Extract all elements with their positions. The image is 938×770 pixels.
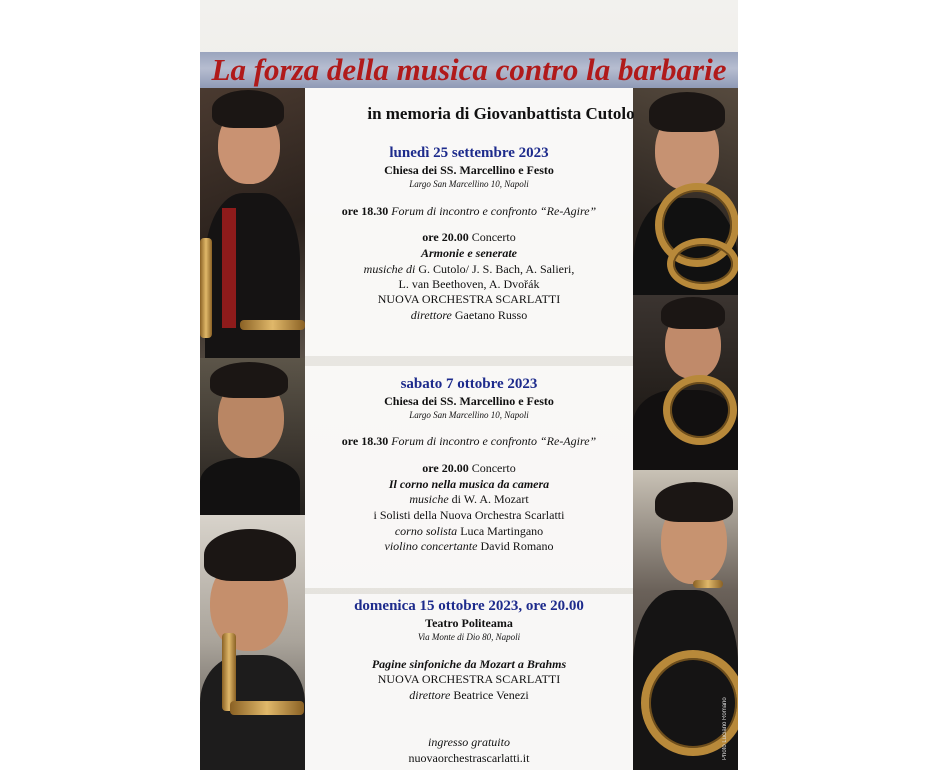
event2-concert-label: Concerto (471, 461, 516, 475)
event1-director-name: Gaetano Russo (454, 308, 528, 322)
event1-director-label: direttore (410, 308, 452, 322)
event1-concert (200, 230, 738, 245)
event1-forum (200, 204, 738, 219)
event3-director (200, 688, 738, 703)
event3-venue: Teatro Politeama (425, 616, 513, 630)
website[interactable]: nuovaorchestrascarlatti.it (408, 751, 530, 765)
event2-violin-label: violino concertante (384, 539, 478, 553)
photo-credit: Photo Luciano Romano (722, 697, 728, 760)
event1-date: lunedì 25 settembre 2023 (389, 145, 549, 161)
event1-forum-time: ore 18.30 (341, 204, 389, 218)
event2-forum-text: Forum di incontro e confronto “Re-Agire” (391, 434, 597, 448)
event2-concert-time: ore 20.00 (422, 461, 469, 475)
event3-date: domenica 15 ottobre 2023, ore 20.00 (354, 598, 584, 614)
event2-horn-label: corno solista (394, 524, 458, 538)
event2-violin-player: David Romano (480, 539, 554, 553)
event2-music (200, 492, 738, 507)
event3-program: Pagine sinfoniche da Mozart a Brahms (371, 657, 567, 671)
event1-director (200, 308, 738, 323)
event2-forum-time: ore 18.30 (341, 434, 389, 448)
entry-note: ingresso gratuito (428, 735, 510, 749)
poster (200, 0, 738, 770)
event1-concert-title: Armonie e senerate (421, 246, 517, 260)
event1-music-label: musiche di (363, 262, 416, 276)
event1-concert-label: Concerto (471, 230, 516, 244)
event1-concert-time: ore 20.00 (422, 230, 469, 244)
event2-address: Largo San Marcellino 10, Napoli (409, 410, 529, 420)
poster-title: La forza della musica contro la barbarie (211, 52, 727, 87)
event2-date: sabato 7 ottobre 2023 (400, 376, 538, 392)
event1-orchestra: NUOVA ORCHESTRA SCARLATTI (377, 292, 561, 306)
event2-violin (200, 539, 738, 554)
event1-music-line1: G. Cutolo/ J. S. Bach, A. Salieri, (418, 262, 575, 276)
event2-venue: Chiesa dei SS. Marcellino e Festo (384, 394, 554, 408)
event3-address: Via Monte di Dio 80, Napoli (417, 632, 521, 642)
subtitle: in memoria di Giovanbattista Cutolo (367, 104, 635, 123)
event2-concert (200, 461, 738, 476)
event2-forum (200, 434, 738, 449)
event2-horn (200, 524, 738, 539)
event1-address: Largo San Marcellino 10, Napoli (409, 179, 529, 189)
event2-concert-title: Il corno nella musica da camera (388, 477, 550, 491)
event2-soloists: i Solisti della Nuova Orchestra Scarlatti (373, 508, 565, 522)
event1-forum-text: Forum di incontro e confronto “Re-Agire” (391, 204, 597, 218)
event2-music-label: musiche (409, 492, 449, 506)
event2-horn-player: Luca Martingano (460, 524, 544, 538)
event1-music-line2: L. van Beethoven, A. Dvořák (398, 277, 540, 291)
event1-music (200, 262, 738, 277)
event2-music-line1: di W. A. Mozart (451, 492, 529, 506)
event3-director-label: direttore (409, 688, 451, 702)
event3-orchestra: NUOVA ORCHESTRA SCARLATTI (377, 672, 561, 686)
event1-venue: Chiesa dei SS. Marcellino e Festo (384, 163, 554, 177)
event3-director-name: Beatrice Venezi (453, 688, 529, 702)
